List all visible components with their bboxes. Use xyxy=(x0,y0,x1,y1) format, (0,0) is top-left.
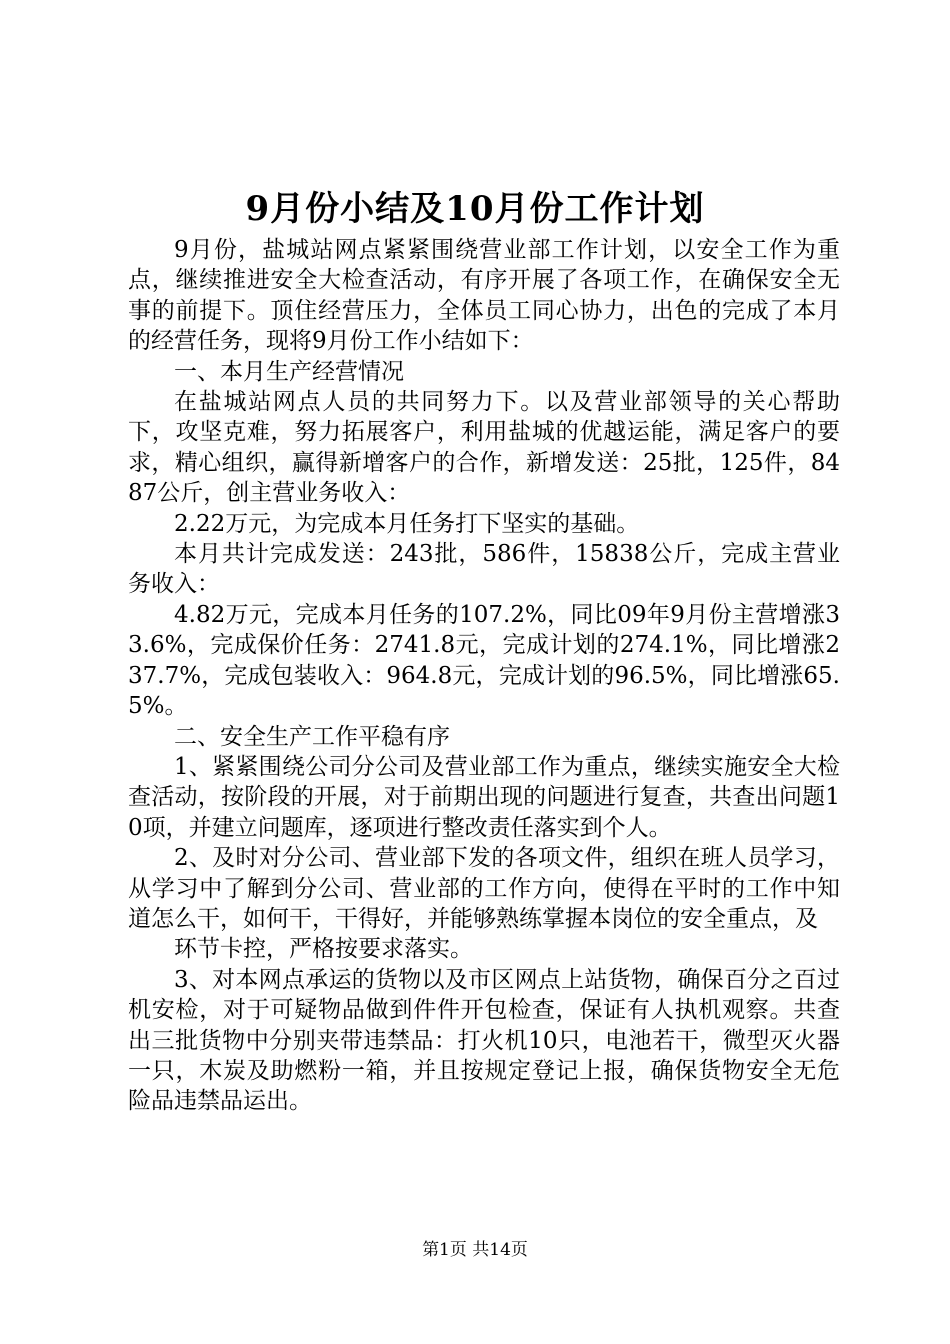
paragraph-safety-item-3: 3、对本网点承运的货物以及市区网点上站货物，确保百分之百过机安检，对于可疑物品做到件件开包检查，保证有人执机观察。共查出三批货物中分别夹带违禁品：打火机10只，电池若干，微型灭火器一只，木炭及助燃粉一箱，并且按规定登记上报，确保货物安全无危险品违禁品运出。 xyxy=(128,966,840,1115)
document-title: 9月份小结及10月份工作计划 xyxy=(245,189,705,229)
paragraph-monthly-total: 本月共计完成发送：243批，586件，15838公斤，完成主营业务收入： xyxy=(128,541,840,598)
section-heading-production: 一、本月生产经营情况 xyxy=(174,358,404,385)
paragraph-revenue-new: 2.22万元，为完成本月任务打下坚实的基础。 xyxy=(174,510,640,537)
document-body xyxy=(128,235,840,1117)
paragraph-new-customers: 在盐城站网点人员的共同努力下。以及营业部领导的关心帮助下，攻坚克难，努力拓展客户，利用盐城的优越运能，满足客户的要求，精心组织，赢得新增客户的合作，新增发送：25批，125件，8487公斤，创主营业务收入： xyxy=(128,389,840,507)
paragraph-safety-item-2: 2、及时对分公司、营业部下发的各项文件，组织在班人员学习，从学习中了解到分公司、营业部的工作方向，使得在平时的工作中知道怎么干，如何干，干得好，并能够熟练掌握本岗位的安全重点，及 xyxy=(128,845,840,932)
paragraph-intro: 9月份，盐城站网点紧紧围绕营业部工作计划，以安全工作为重点，继续推进安全大检查活动，有序开展了各项工作，在确保安全无事的前提下。顶住经营压力，全体员工同心协力，出色的完成了本月的经营任务，现将9月份工作小结如下： xyxy=(128,237,840,355)
paragraph-safety-item-2-cont: 环节卡控，严格按要求落实。 xyxy=(174,936,473,963)
paragraph-revenue-stats: 4.82万元，完成本月任务的107.2%，同比09年9月份主营增涨33.6%，完成保价任务：2741.8元，完成计划的274.1%，同比增涨237.7%，完成包装收入：964.8元，完成计划的96.5%，同比增涨65.5%。 xyxy=(128,601,840,720)
page-footer: 第1页 共14页 xyxy=(422,1240,528,1260)
section-heading-safety: 二、安全生产工作平稳有序 xyxy=(174,723,450,750)
paragraph-safety-item-1: 1、紧紧围绕公司分公司及营业部工作为重点，继续实施安全大检查活动，按阶段的开展，对于前期出现的问题进行复查，共查出问题10项，并建立问题库，逐项进行整改责任落实到个人。 xyxy=(128,753,840,841)
